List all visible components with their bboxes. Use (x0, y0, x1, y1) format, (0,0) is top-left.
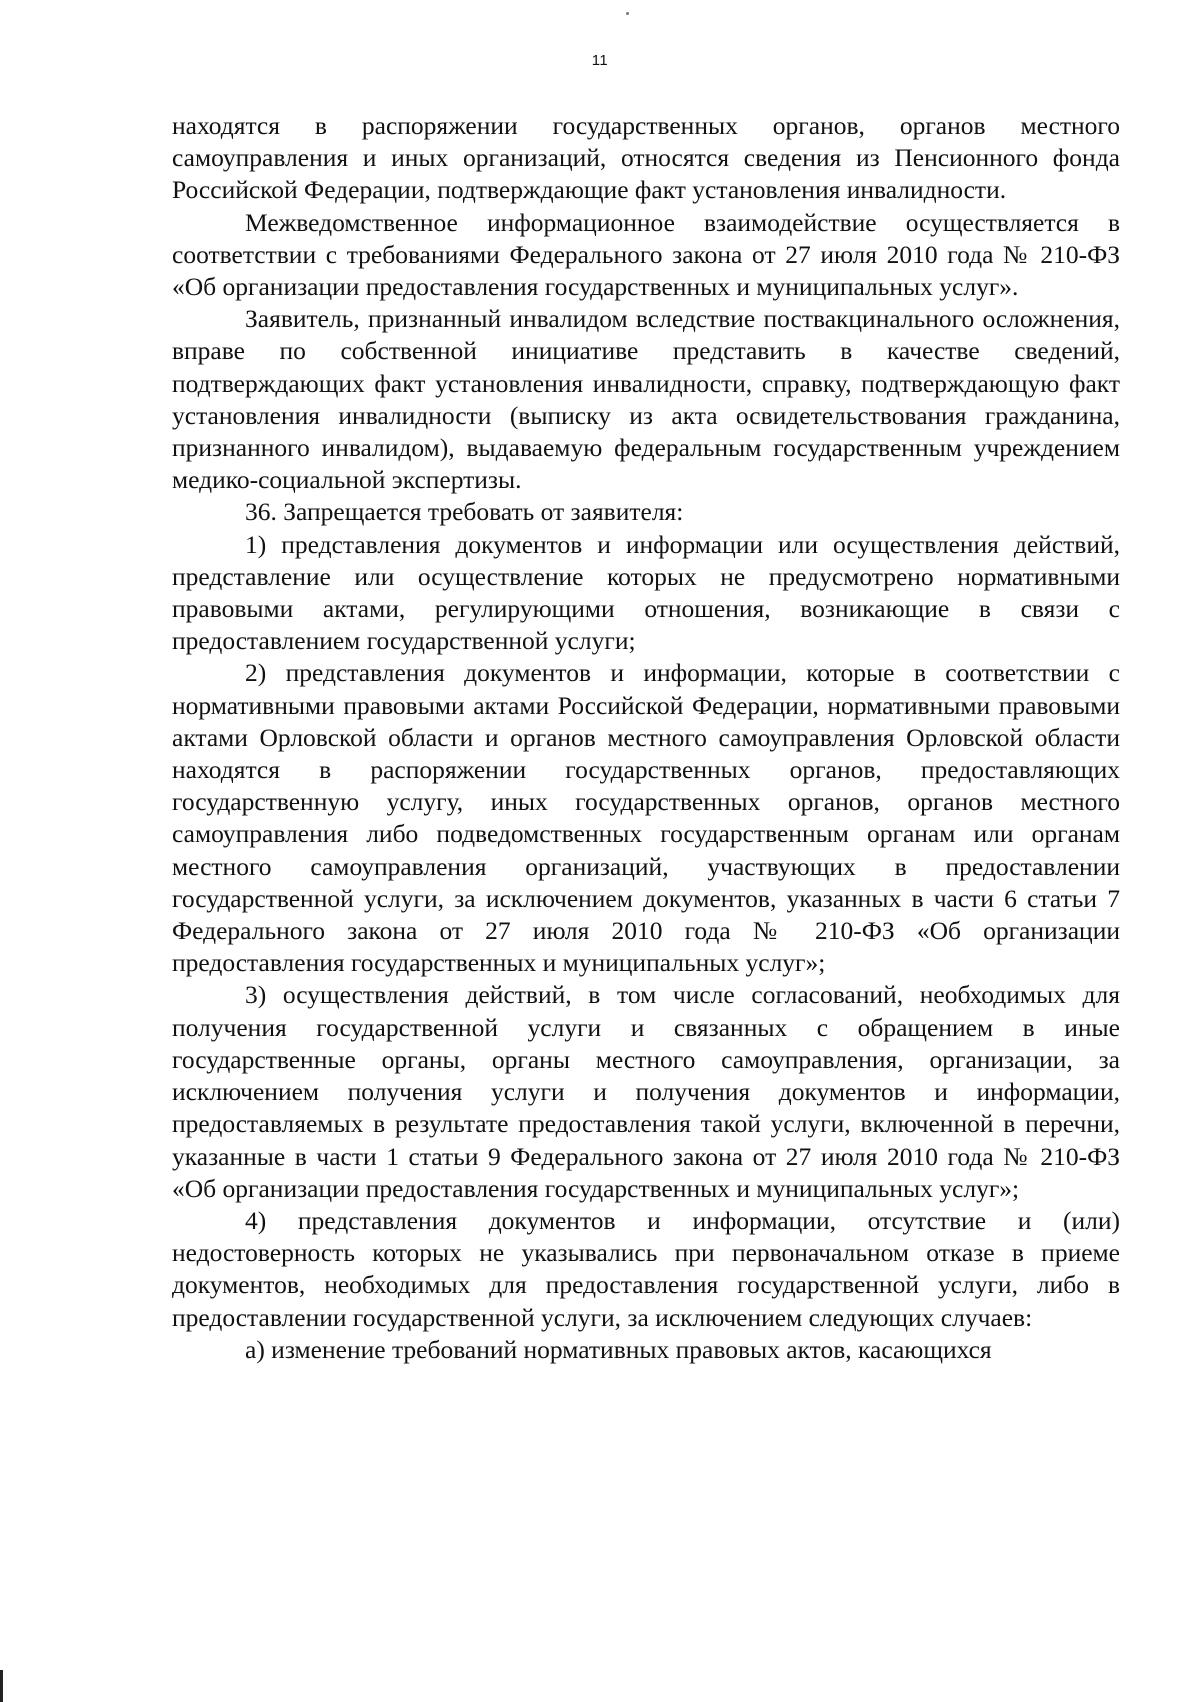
list-item-2: 2) представления документов и информации, которые в соответствии с нормативными правовыми актами Российской Федерации, нормативными правовыми актами Орловской области и органов местного самоуправления Орловской области находятся в распоряжении государственных органов, предоставляющих государственную услугу, иных государственных органов, органов местного самоуправления либо подведомственных государственным органам или органам местного самоуправления организаций, участвующих в предоставлении государственной услуги, за исключением документов, указанных в части 6 статьи 7 Федерального закона от 27 июля 2010 года № 210-ФЗ «Об организации предоставления государственных и муниципальных услуг»; (172, 658, 1120, 978)
list-item-1: 1) представления документов и информации или осуществления действий, представление или осуществление которых не предусмотрено нормативными правовыми актами, регулирующими отношения, возникающие в связи с предоставлением государственной услуги; (172, 529, 1120, 656)
paragraph-continuation: находятся в распоряжении государственных органов, органов местного самоуправления и иных организаций, относятся сведения из Пенсионного фонда Российской Федерации, подтверждающие факт установления инвалидности. (172, 111, 1120, 205)
document-body (172, 110, 1120, 1366)
scan-speck (626, 12, 629, 15)
paragraph-applicant-disability: Заявитель, признанный инвалидом вследствие поствакцинального осложнения, вправе по собственной инициативе представить в качестве сведений, подтверждающих факт установления инвалидности, справку, подтверждающую факт установления инвалидности (выписку из акта освидетельствования гражданина, признанного инвалидом), выдаваемую федеральным государственным учреждением медико-социальной экспертизы. (172, 304, 1120, 495)
list-item-4a: а) изменение требований нормативных правовых актов, касающихся (245, 1334, 992, 1364)
scan-edge-mark (0, 1670, 3, 1702)
list-item-3: 3) осуществления действий, в том числе согласований, необходимых для получения государственной услуги и связанных с обращением в иные государственные органы, органы местного самоуправления, организации, за исключением получения услуги и получения документов и информации, предоставляемых в результате предоставления такой услуги, включенной в перечни, указанные в части 1 статьи 9 Федерального закона от 27 июля 2010 года № 210-ФЗ «Об организации предоставления государственных и муниципальных услуг»; (172, 980, 1120, 1203)
paragraph-interagency-interaction: Межведомственное информационное взаимодействие осуществляется в соответствии с требованиями Федерального закона от 27 июля 2010 года № 210-ФЗ «Об организации предоставления государственных и муниципальных услуг». (172, 207, 1120, 302)
list-item-4: 4) представления документов и информации, отсутствие и (или) недостоверность которых не указывались при первоначальном отказе в приеме документов, необходимых для предоставления государственной услуги, либо в предоставлении государственной услуги, за исключением следующих случаев: (172, 1205, 1120, 1332)
page-number: 11 (591, 52, 609, 69)
paragraph-item-36: 36. Запрещается требовать от заявителя: (245, 497, 684, 527)
